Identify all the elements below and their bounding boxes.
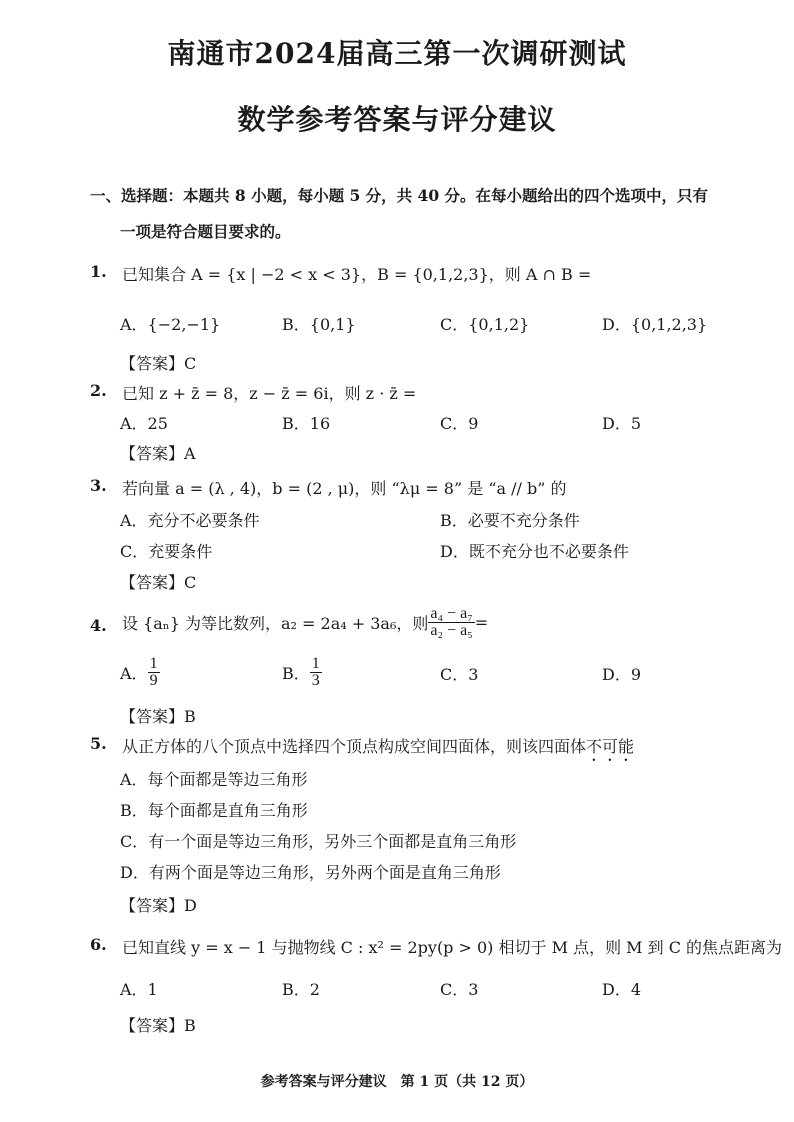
q6-option-a: A．1 [120,980,158,999]
q3-option-d: D．既不充分也不必要条件 [440,542,629,561]
q1-option-b: B．{0,1} [282,315,356,334]
q6-answer: 【答案】B [120,1016,196,1035]
q3-option-b: B．必要不充分条件 [440,511,580,530]
q4-fraction [428,606,474,639]
q4-number: 4. [90,616,107,635]
document-title: 南通市2024届高三第一次调研测试 [167,37,627,70]
q3-answer: 【答案】C [120,573,197,592]
q4-stem [122,602,488,642]
q5-option-d: D．有两个面是等边三角形，另外两个面是直角三角形 [120,863,501,882]
q5-option-a: A．每个面都是等边三角形 [120,770,308,789]
q4-option-a-denominator: 9 [149,671,158,689]
q4-stem-text: 设 {aₙ} 为等比数列，a₂ = 2a₄ + 3a₆，则 [122,613,429,633]
q4-option-a-fraction [148,656,160,689]
page-footer: 参考答案与评分建议 第 1 页（共 12 页） [260,1074,534,1090]
q2-number: 2. [90,381,107,400]
q1-option-c: C．{0,1,2} [440,315,530,334]
q1-number: 1. [90,262,107,281]
q6-option-d: D．4 [602,980,642,999]
q4-option-c: C．3 [440,665,479,684]
q4-option-b-denominator: 3 [311,671,320,689]
q4-option-d: D．9 [602,665,642,684]
q3-stem: 若向量 a = (λ , 4)，b = (2 , μ)，则 “λμ = 8” 是 “a // b” 的 [122,479,567,498]
q1-stem: 已知集合 A = {x | −2 < x < 3}，B = {0,1,2,3}，则 A ∩ B = [122,265,592,284]
q2-option-c: C．9 [440,414,479,433]
section-header-line1: 一、选择题：本题共 8 小题，每小题 5 分，共 40 分。在每小题给出的四个选项中，只有 [90,186,709,205]
q4-stem-equals: = [474,612,489,632]
q5-option-b: B．每个面都是直角三角形 [120,801,308,820]
q5-answer: 【答案】D [120,896,197,915]
q2-option-b: B．16 [282,414,331,433]
q3-option-a: A．充分不必要条件 [120,511,260,530]
document-subtitle: 数学参考答案与评分建议 [237,103,557,136]
q5-stem [122,734,634,765]
q3-number: 3. [90,476,107,495]
q4-option-a [120,654,160,690]
q1-option-d: D．{0,1,2,3} [602,315,708,334]
q4-answer: 【答案】B [120,707,196,726]
q2-stem: 已知 z + z̄ = 8，z − z̄ = 6i，则 z · z̄ = [122,384,417,403]
q4-option-b-fraction [310,656,322,689]
q2-option-a: A．25 [120,414,168,433]
q4-fraction-numerator: a₄ − a₇ [430,604,473,622]
q1-option-a: A．{−2,−1} [120,315,221,334]
q6-option-c: C．3 [440,980,479,999]
q4-option-b-label: B． [282,663,310,683]
q2-option-d: D．5 [602,414,642,433]
section-header-line2: 一项是符合题目要求的。 [120,222,291,241]
q4-option-a-numerator: 1 [149,654,158,672]
q4-option-b-numerator: 1 [311,654,320,672]
q4-option-a-label: A． [120,663,148,683]
q6-stem: 已知直线 y = x − 1 与抛物线 C : x² = 2py(p > 0) 相切于 M 点，则 M 到 C 的焦点距离为 [122,938,783,957]
q1-answer: 【答案】C [120,354,197,373]
q4-option-b [282,654,322,690]
q2-answer: 【答案】A [120,444,196,463]
q6-number: 6. [90,935,107,954]
q5-number: 5. [90,734,107,753]
q6-option-b: B．2 [282,980,320,999]
q5-stem-emphasis: 不可能 [586,737,635,756]
q4-fraction-denominator: a₂ − a₅ [430,621,473,639]
q5-option-c: C．有一个面是等边三角形，另外三个面都是直角三角形 [120,832,517,851]
q5-stem-text: 从正方体的八个顶点中选择四个顶点构成空间四面体，则该四面体 [122,737,587,756]
q3-option-c: C．充要条件 [120,542,213,561]
